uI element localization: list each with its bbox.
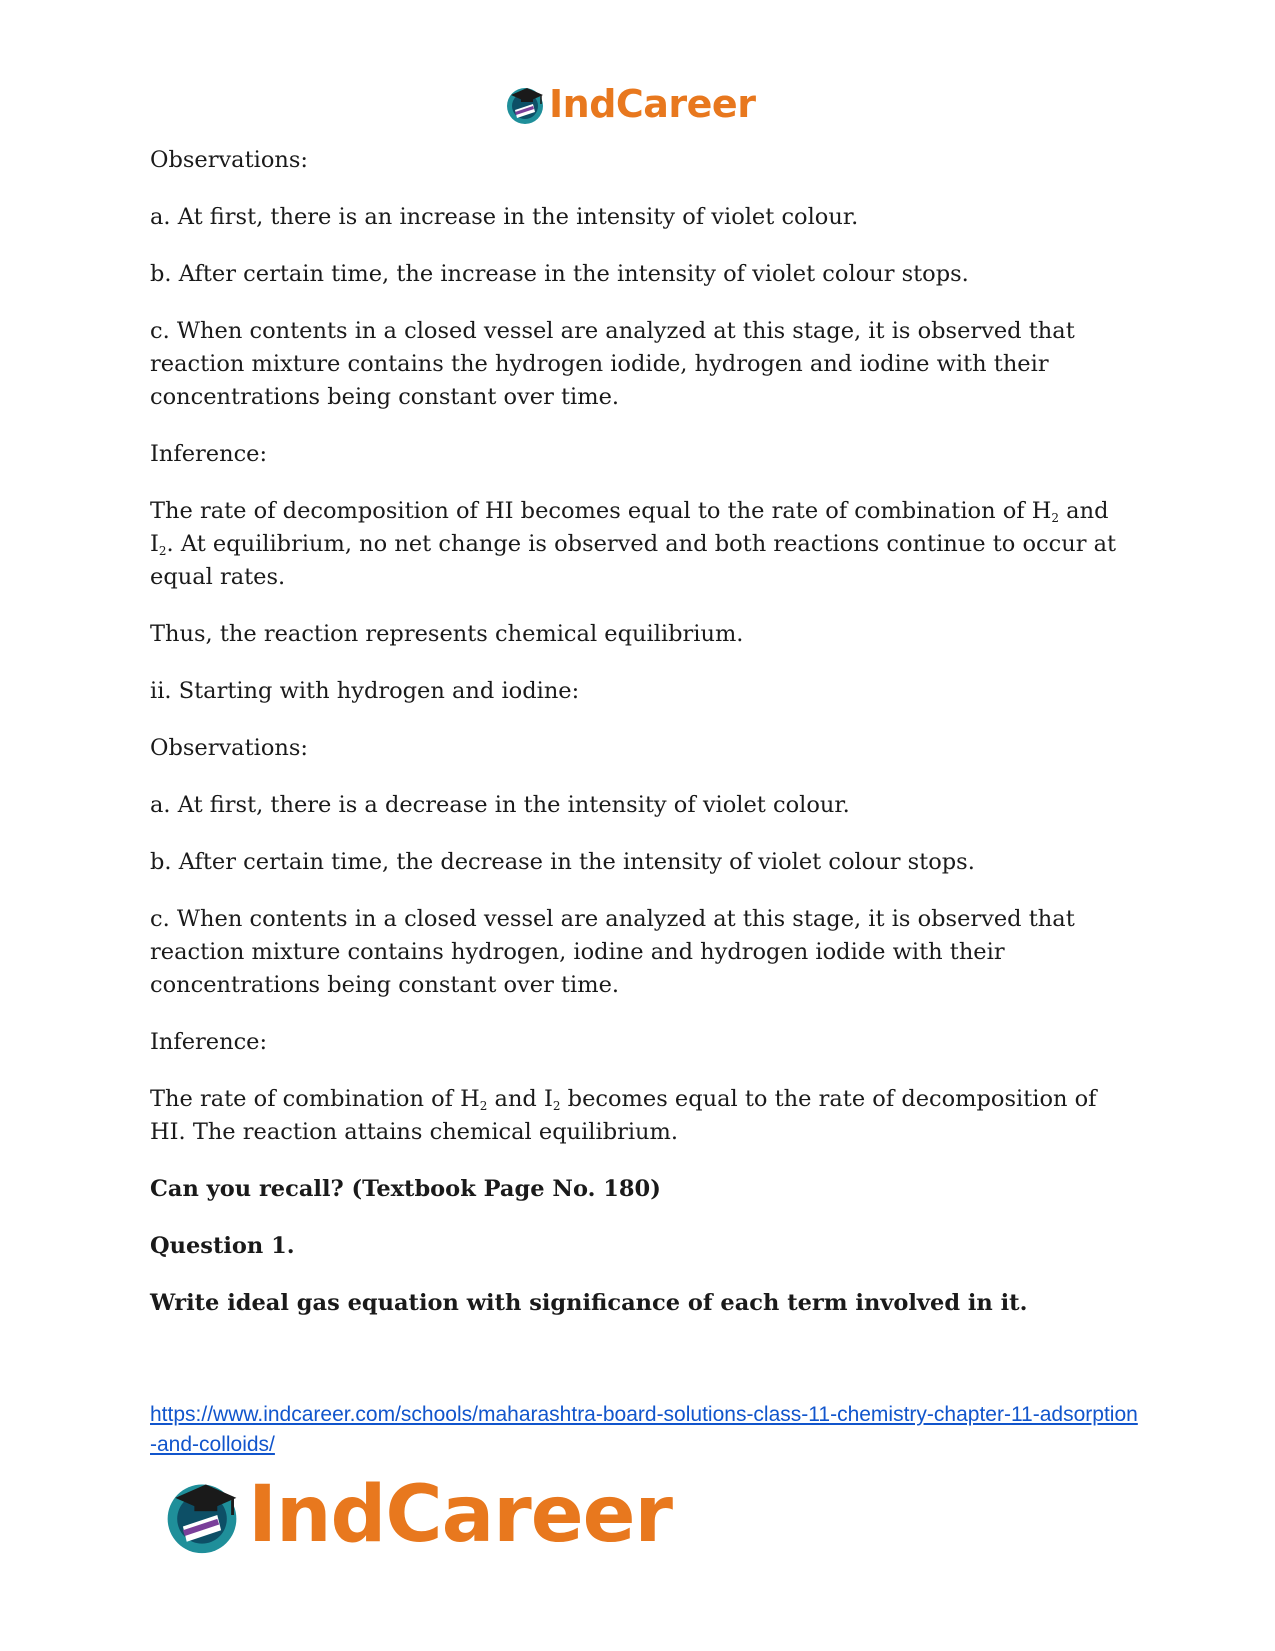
inference-text: The rate of combination of $H_2$ and $I_2$ becomes equal to the rate of decomposition of HI. The reaction attains chemical equilibrium.: [150, 1086, 1097, 1145]
observation-a: a. At first, there is a decrease in the intensity of violet colour.: [150, 792, 850, 818]
question-label: Question 1.: [150, 1233, 295, 1259]
observations-label: Observations:: [150, 147, 308, 173]
section-heading: ii. Starting with hydrogen and iodine:: [150, 678, 580, 704]
graduation-globe-icon: [160, 1473, 244, 1557]
inference-label: Inference:: [150, 441, 268, 467]
header-logo: [503, 80, 755, 128]
conclusion-text: Thus, the reaction represents chemical equilibrium.: [150, 621, 744, 647]
footer-logo: [160, 1470, 672, 1560]
observations-label: Observations:: [150, 735, 308, 761]
observation-c: c. When contents in a closed vessel are analyzed at this stage, it is observed that reaction mixture contains hydrogen, iodine and hydrogen iodide with their concentrations being constant over time.: [150, 906, 1075, 998]
recall-heading: Can you recall? (Textbook Page No. 180): [150, 1176, 661, 1202]
graduation-globe-icon: [503, 82, 547, 126]
logo-text: IndCareer: [248, 1470, 672, 1560]
observation-c: c. When contents in a closed vessel are analyzed at this stage, it is observed that reaction mixture contains the hydrogen iodide, hydrogen and iodine with their concentrations being constant over time.: [150, 318, 1075, 410]
inference-text: The rate of decomposition of HI becomes equal to the rate of combination of $H_2$ and $I_2$. At equilibrium, no net change is observed and both reactions continue to occur at equal rates.: [150, 498, 1117, 590]
logo-text: IndCareer: [549, 82, 756, 126]
observation-b: b. After certain time, the increase in the intensity of violet colour stops.: [150, 261, 969, 287]
source-link[interactable]: https://www.indcareer.com/schools/maharashtra-board-solutions-class-11-chemistry-chapter-11-adsorption-and-colloids/: [150, 1403, 1138, 1456]
document-body: [150, 144, 1125, 1344]
inference-label: Inference:: [150, 1029, 268, 1055]
question-text: Write ideal gas equation with significance of each term involved in it.: [150, 1290, 1028, 1316]
observation-a: a. At first, there is an increase in the intensity of violet colour.: [150, 204, 859, 230]
observation-b: b. After certain time, the decrease in the intensity of violet colour stops.: [150, 849, 975, 875]
